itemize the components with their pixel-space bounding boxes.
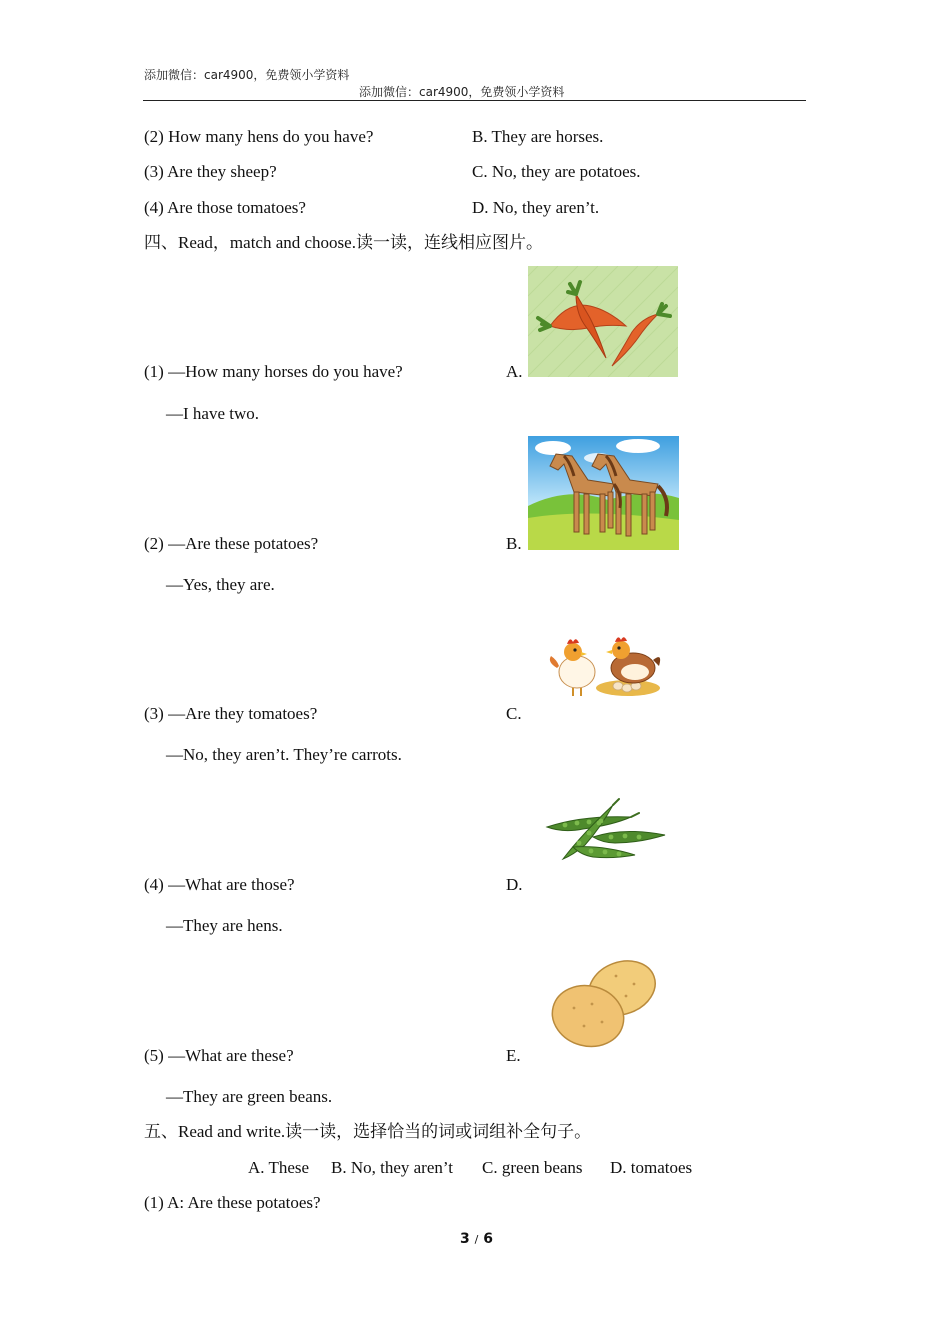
option-b: B. No, they aren’t [331, 1158, 453, 1177]
carrots-picture [528, 266, 678, 377]
header-watermark-1: 添加微信：car4900，免费领小学资料 [144, 68, 350, 82]
s4-answer-1: —I have two. [166, 404, 260, 423]
match-question-3: (3) Are they sheep? [144, 162, 277, 181]
page-number [460, 1231, 493, 1247]
horses-picture [528, 436, 679, 550]
s4-letter-d: D. [506, 875, 523, 894]
s4-answer-2: —Yes, they are. [166, 575, 275, 594]
s4-question-1: (1) —How many horses do you have? [144, 362, 403, 381]
total-pages: 6 [483, 1231, 493, 1247]
s5-question-1: (1) A: Are these potatoes? [144, 1193, 321, 1212]
s4-letter-c: C. [506, 704, 522, 723]
s4-question-4: (4) —What are those? [144, 875, 295, 894]
section5-title: 五、Read and write.读一读，选择恰当的词或词组补全句子。 [144, 1122, 592, 1141]
option-c: C. green beans [482, 1158, 583, 1177]
s4-letter-b: B. [506, 534, 522, 553]
s4-letter-e: E. [506, 1046, 521, 1065]
s4-question-5: (5) —What are these? [144, 1046, 294, 1065]
match-question-4: (4) Are those tomatoes? [144, 198, 306, 217]
s4-question-2: (2) —Are these potatoes? [144, 534, 319, 553]
s4-answer-5: —They are green beans. [166, 1087, 333, 1106]
s4-letter-a: A. [506, 362, 523, 381]
match-question-2: (2) How many hens do you have? [144, 127, 374, 146]
s4-answer-3: —No, they aren’t. They’re carrots. [166, 745, 402, 764]
green-beans-picture [543, 797, 667, 869]
option-a: A. These [248, 1158, 310, 1177]
match-answer-c: C. No, they are potatoes. [472, 162, 641, 181]
option-d: D. tomatoes [610, 1158, 693, 1177]
header-watermark-2: 添加微信：car4900，免费领小学资料 [359, 85, 565, 99]
hens-picture [543, 632, 663, 700]
page-separator: / [474, 1233, 479, 1246]
s4-answer-4: —They are hens. [166, 916, 283, 935]
current-page: 3 [460, 1231, 470, 1247]
section4-title: 四、Read，match and choose.读一读，连线相应图片。 [144, 233, 543, 252]
header-rule [143, 100, 806, 101]
potatoes-picture [546, 956, 660, 1052]
s4-question-3: (3) —Are they tomatoes? [144, 704, 318, 723]
match-answer-b: B. They are horses. [472, 127, 604, 146]
match-answer-d: D. No, they aren’t. [472, 198, 600, 217]
